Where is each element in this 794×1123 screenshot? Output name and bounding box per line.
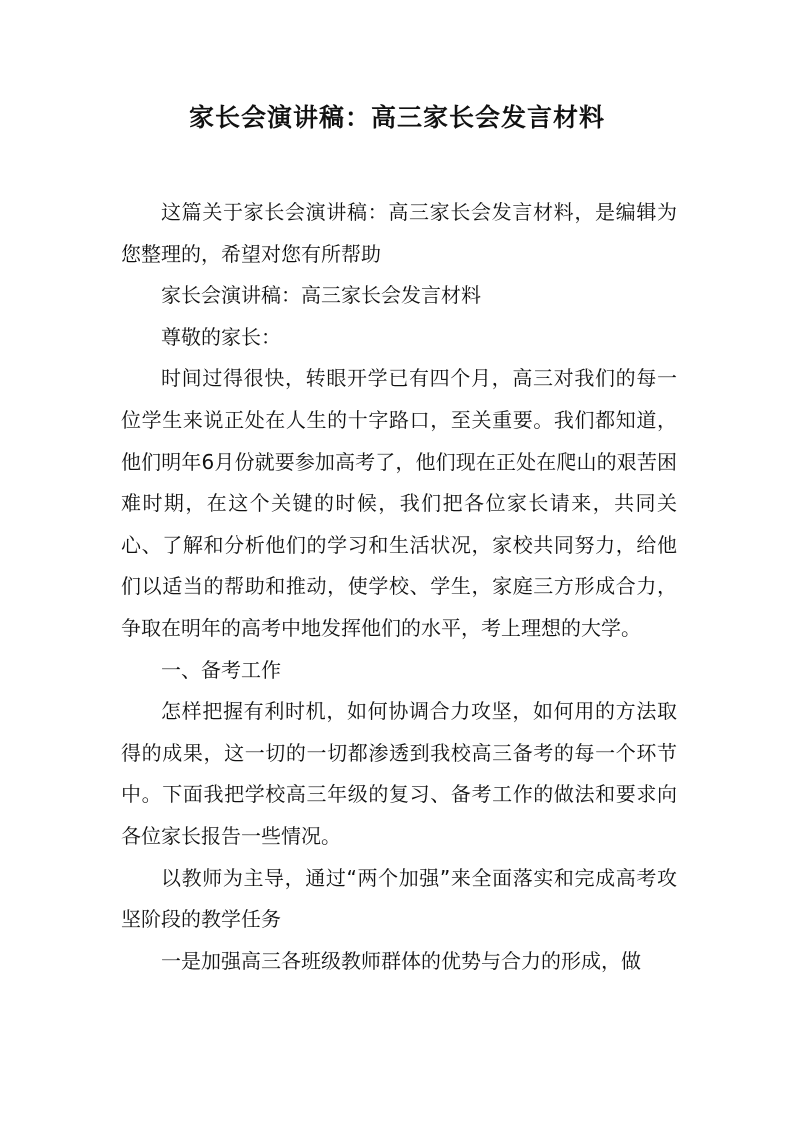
paragraph-salutation: 尊敬的家长： (161, 324, 281, 349)
paragraph-opening: 时间过得很快，转眼开学已有四个月，高三对我们的每一位学生来说正处在人生的十字路口，至关重要。我们都知道，他们明年6月份就要参加高考了，他们现在正处在爬山的艰苦困难时期，在这个关键的时候，我们把各位家长请来，共同关心、了解和分析他们的学习和生活状况，家校共同努力，给他们以适当的帮助和推动，使学校、学生，家庭三方形成合力，争取在明年的高考中地发挥他们的水平，考上理想的大学。 (121, 366, 677, 640)
document-body (121, 192, 677, 982)
paragraph-approach: 怎样把握有利时机，如何协调合力攻坚，如何用的方法取得的成果，这一切的一切都渗透到我校高三备考的每一个环节中。下面我把学校高三年级的复习、备考工作的做法和要求向各位家长报告一些情况。 (121, 699, 677, 848)
section-heading: 一、备考工作 (161, 657, 281, 682)
paragraph-subtitle: 家长会演讲稿：高三家长会发言材料 (161, 283, 481, 308)
paragraph-first-point: 一是加强高三各班级教师群体的优势与合力的形成，做 (161, 948, 641, 973)
document-title: 家长会演讲稿：高三家长会发言材料 (188, 103, 605, 132)
paragraph-teacher-led: 以教师为主导，通过“两个加强”来全面落实和完成高考攻坚阶段的教学任务 (121, 865, 677, 932)
paragraph-intro: 这篇关于家长会演讲稿：高三家长会发言材料，是编辑为您整理的，希望对您有所帮助 (121, 200, 677, 266)
